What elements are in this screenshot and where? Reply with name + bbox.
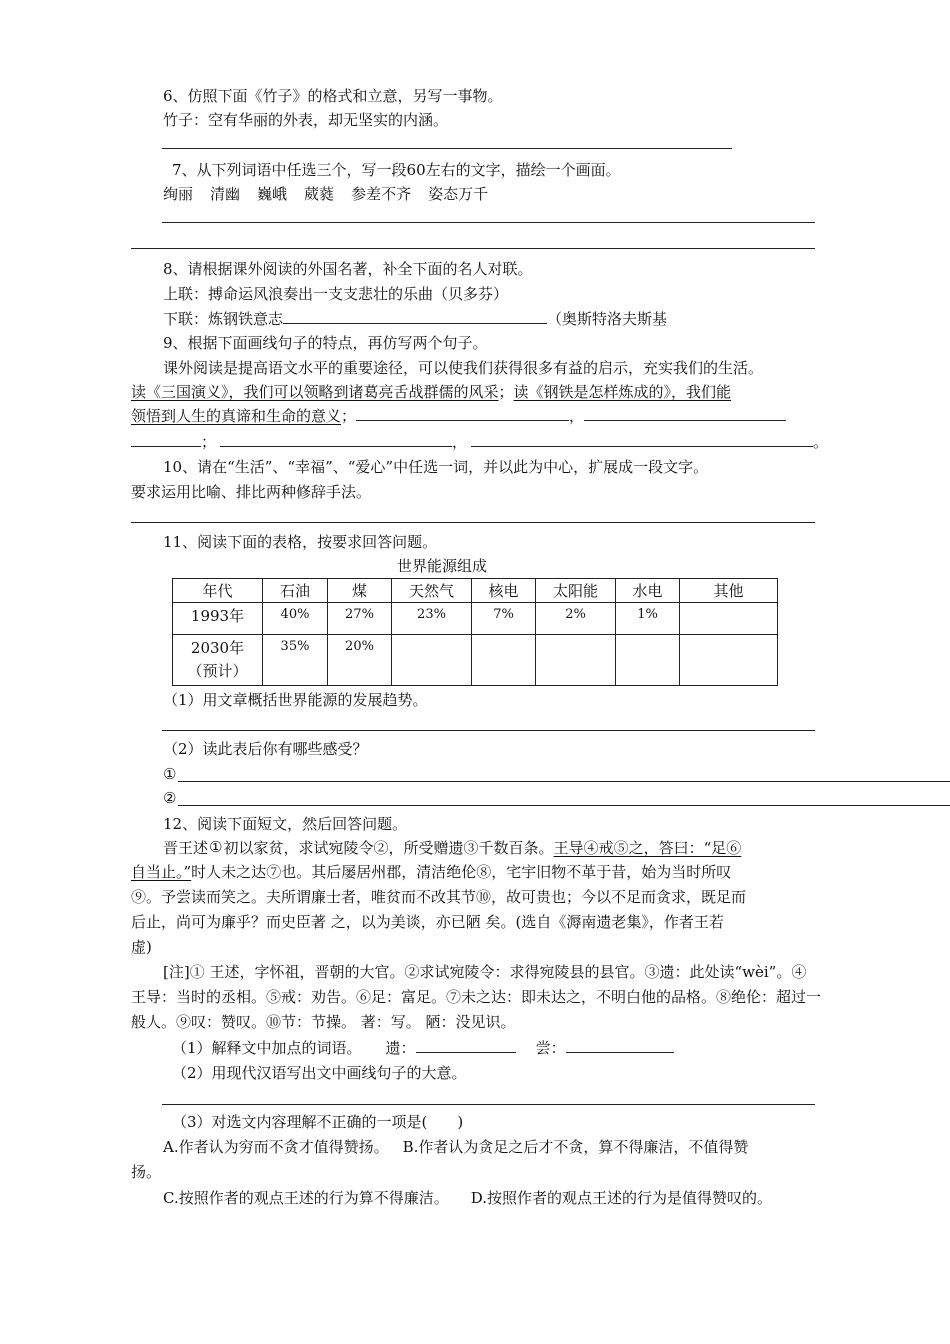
q9-blank-1[interactable] (356, 406, 569, 421)
note-marker: ① (209, 838, 223, 856)
passage-text: 初以家贫，求试宛陵令 (223, 839, 374, 857)
q9-blank-5[interactable] (471, 432, 813, 447)
table-header-cell: 年代 (173, 579, 263, 603)
q12-sub1-word1: 遗： (385, 1039, 416, 1057)
q12-sub3: （3）对选文内容理解不正确的一项是( ) (172, 1113, 464, 1131)
q12-options-line2 (163, 1188, 772, 1208)
q12-sub1-blank-1[interactable] (416, 1038, 516, 1053)
q9-line4 (131, 432, 828, 452)
q12-sub2-answer-line[interactable] (162, 1104, 815, 1105)
passage-text: 戒 (598, 839, 614, 857)
q10-answer-line[interactable] (131, 522, 815, 523)
q12-prompt: 12、阅读下面短文，然后回答问题。 (163, 815, 408, 833)
q12-passage-line3 (131, 887, 746, 907)
note-marker: ⑦ (266, 863, 282, 881)
table-cell[interactable] (392, 635, 472, 686)
option-a[interactable]: A.作者认为穷而不贪才值得赞扬。 (163, 1138, 389, 1156)
q7-word: 巍峨 (257, 185, 288, 203)
note-marker: ④ (583, 839, 599, 857)
q9-comma: ， (569, 407, 585, 425)
passage-text: 时人未之达 (191, 863, 267, 881)
passage-text: 之，答曰：“足 (628, 839, 727, 857)
note-marker: ⑧ (476, 863, 492, 881)
q12-sub1-label: （1）解释文中加点的词语。 (172, 1039, 362, 1057)
table-cell[interactable] (472, 635, 536, 686)
q9-semicolon: ； (201, 433, 217, 451)
note-marker: ⑤ (613, 839, 629, 857)
q7-word: 清幽 (210, 185, 241, 203)
q8-lower-prefix: 下联：炼钢铁意志 (163, 310, 284, 328)
table-cell[interactable] (680, 635, 778, 686)
option-b[interactable]: B.作者认为贪足之后才不贪，算不得廉洁，不值得赞 (402, 1138, 749, 1156)
table-header-cell: 煤 (328, 579, 392, 603)
note-marker: ③ (463, 839, 479, 857)
q9-intro: 课外阅读是提高语文水平的重要途径，可以使我们获得很多有益的启示，充实我们的生活。 (163, 359, 764, 377)
table-cell: 1% (616, 603, 680, 635)
q12-sub1 (172, 1038, 674, 1058)
q11-mark-2: ② (163, 789, 177, 807)
note-marker: ⑨ (131, 888, 147, 906)
table-cell: 23% (392, 603, 472, 635)
q9-underlined-sentence-2a: 读《钢铁是怎样炼成的》，我们能 (513, 383, 732, 401)
q9-underlined-sentence-2b: 领悟到人生的真谛和生命的意义 (131, 407, 342, 425)
table-cell: 7% (472, 603, 536, 635)
q11-mark-1: ① (163, 765, 177, 783)
q8-lower-blank[interactable] (283, 309, 547, 324)
table-header-cell: 其他 (680, 579, 778, 603)
q9-blank-3[interactable] (131, 432, 201, 447)
q7-word: 姿态万千 (428, 185, 489, 203)
energy-table-header-row (173, 579, 778, 603)
q11-sub1-answer-line[interactable] (162, 730, 815, 731)
q9-prompt: 9、根据下面画线句子的特点，再仿写两个句子。 (163, 334, 488, 352)
passage-text: 。予尝读而笑之。夫所谓廉士者，唯贫而不改其节 (146, 888, 477, 906)
q6-prompt: 6、仿照下面《竹子》的格式和立意，另写一事物。 (163, 87, 503, 105)
q12-passage-line1 (163, 838, 741, 858)
passage-text: 也。其后屡居州郡，清洁绝伦 (281, 863, 477, 881)
q7-answer-line-1[interactable] (162, 222, 815, 223)
table-header-cell: 石油 (263, 579, 328, 603)
q8-prompt: 8、请根据课外阅读的外国名著，补全下面的名人对联。 (163, 260, 533, 278)
table-cell[interactable] (680, 603, 778, 635)
q12-passage-line4: 后止，尚可为廉乎？而史臣著 之，以为美谈，亦已陋 矣。(选自《溽南遗老集》，作者王若 (131, 913, 724, 931)
table-header-cell: 核电 (472, 579, 536, 603)
note-marker: ⑩ (476, 888, 492, 906)
q6-answer-line[interactable] (162, 148, 732, 149)
passage-text: 千数百条。 (478, 839, 554, 857)
q9-comma: ， (452, 433, 468, 451)
passage-text: ，宅宇旧物不革于昔，始为当时所叹 (491, 863, 732, 881)
q12-note-line2: 王导：当时的丞相。⑤戒：劝告。⑥足：富足。⑦未之达：即未达之，不明白他的品格。⑧绝伦：超过一 (131, 988, 822, 1006)
q11-table-title: 世界能源组成 (397, 557, 488, 575)
q7-word: 参差不齐 (351, 185, 412, 203)
q12-note-line3: 般人。⑨叹：赞叹。⑩节：节操。 著：写。 陋：没见识。 (131, 1013, 516, 1031)
energy-table-row-2030 (173, 635, 778, 686)
passage-text: 晋王述 (163, 839, 209, 857)
q11-sub2-answer-line-2[interactable] (178, 805, 950, 806)
table-header-cell: 太阳能 (536, 579, 616, 603)
table-cell: 2% (536, 603, 616, 635)
table-year-cell (173, 635, 263, 686)
q11-sub2-answer-line-1[interactable] (178, 781, 950, 782)
q9-underlined-sentence-1: 读《三国演义》，我们可以领略到诸葛亮舌战群儒的风采 (131, 383, 499, 401)
q7-word: 绚丽 (163, 185, 194, 203)
energy-table-row-1993 (173, 603, 778, 635)
table-header-cell: 天然气 (392, 579, 472, 603)
q12-passage-line5: 虚) (131, 938, 152, 956)
table-cell: 40% (263, 603, 328, 635)
option-b-continued: 扬。 (131, 1163, 162, 1181)
q7-word: 葳蕤 (304, 185, 335, 203)
table-year-label: 2030年 (190, 639, 245, 657)
q8-lower-suffix: （奥斯特洛夫斯基 (547, 310, 668, 328)
energy-table (172, 578, 778, 686)
q12-passage-line2 (131, 862, 731, 882)
table-cell: 35% (263, 635, 328, 686)
q12-sub1-blank-2[interactable] (566, 1038, 674, 1053)
q6-example: 竹子：空有华丽的外表，却无坚实的内涵。 (163, 111, 449, 129)
q12-sub2: （2）用现代汉语写出文中画线句子的大意。 (172, 1064, 467, 1082)
table-year-note: （预计） (187, 662, 248, 680)
q12-sub1-word2: 尝： (535, 1039, 566, 1057)
q9-sep: ； (498, 383, 514, 401)
option-d[interactable]: D.按照作者的观点王述的行为是值得赞叹的。 (470, 1189, 772, 1207)
q12-note-line1: [注]① 王述，字怀祖，晋朝的大官。②求试宛陵令：求得宛陵县的县官。③遗：此处读“wèi”。④ (163, 963, 807, 981)
table-cell[interactable] (536, 635, 616, 686)
passage-underlined: 自当止。” (131, 863, 192, 881)
q9-period: 。 (813, 433, 829, 451)
table-year-cell: 1993年 (173, 603, 263, 635)
q8-upper: 上联：搏命运风浪奏出一支支悲壮的乐曲（贝多芬） (163, 285, 509, 303)
q10-prompt-line2: 要求运用比喻、排比两种修辞手法。 (131, 483, 372, 501)
q9-blank-4[interactable] (220, 432, 452, 447)
q11-sub2: （2）读此表后你有哪些感受？ (163, 740, 368, 758)
table-header-cell: 水电 (616, 579, 680, 603)
passage-underlined (554, 839, 742, 857)
q7-words (163, 184, 488, 204)
passage-text: 王导 (553, 839, 584, 857)
q8-lower (163, 309, 667, 329)
q7-prompt: 7、从下列词语中任选三个，写一段60左右的文字，描绘一个画面。 (172, 161, 621, 179)
table-cell: 20% (328, 635, 392, 686)
table-cell: 27% (328, 603, 392, 635)
q9-sep: ； (341, 407, 357, 425)
q7-answer-line-2[interactable] (131, 248, 815, 249)
note-marker: ② (373, 839, 389, 857)
q12-options-line1 (163, 1137, 748, 1157)
q11-sub1: （1）用文章概括世界能源的发展趋势。 (163, 691, 428, 709)
q9-blank-2[interactable] (584, 406, 786, 421)
note-marker: ⑥ (726, 839, 742, 857)
table-cell[interactable] (616, 635, 680, 686)
q9-line2 (131, 382, 731, 402)
option-c[interactable]: C.按照作者的观点王述的行为算不得廉洁。 (163, 1189, 449, 1207)
q9-line3 (131, 406, 786, 426)
passage-text: ，故可贵也；今以不足而贪求，既足而 (491, 888, 747, 906)
q11-prompt: 11、阅读下面的表格，按要求回答问题。 (163, 533, 438, 551)
passage-text: ，所受赠遗 (388, 839, 464, 857)
q10-prompt-line1: 10、请在“生活”、“幸福”、“爱心”中任选一词，并以此为中心，扩展成一段文字。 (163, 458, 709, 476)
